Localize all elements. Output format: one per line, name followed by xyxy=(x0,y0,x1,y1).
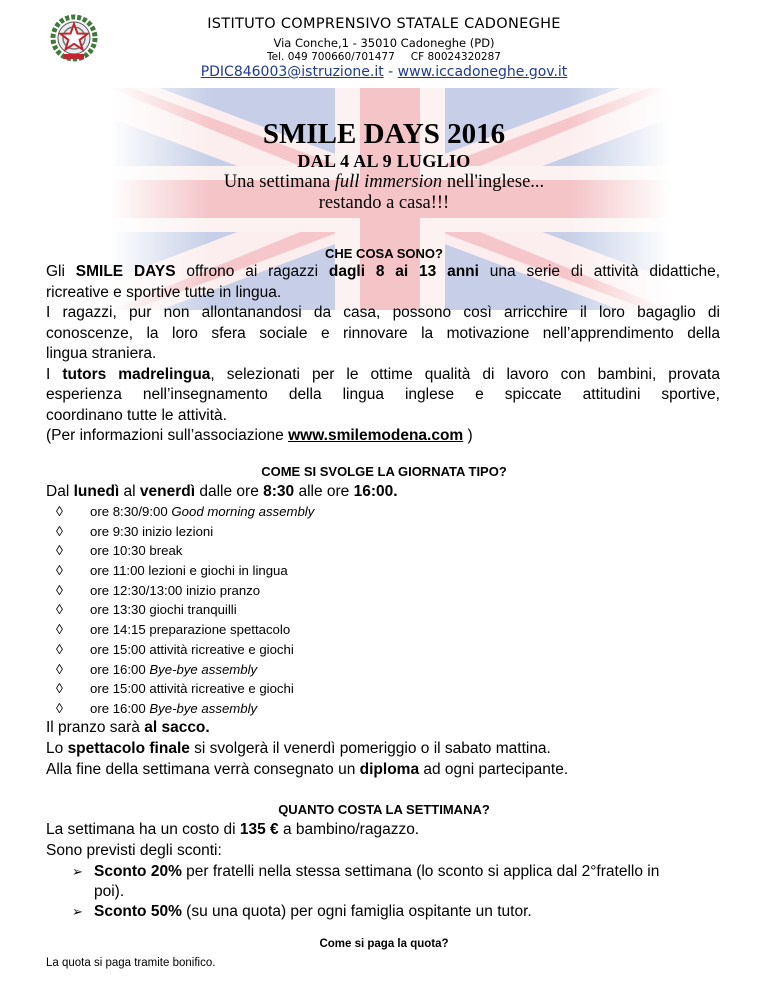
text: Lo xyxy=(46,740,68,757)
discount-item-1 xyxy=(72,863,659,881)
text: , selezionati per le ottime qualità di lavoro con bambini, provata xyxy=(210,365,720,383)
bold: spettacolo finale xyxy=(67,740,190,757)
tagline-part-1: Una settimana xyxy=(223,172,335,192)
payment-text: La quota si paga tramite bonifico. xyxy=(46,957,216,969)
arrow-bullet-icon: ➢ xyxy=(72,904,83,919)
list-item xyxy=(56,541,314,561)
bold: 16:00. xyxy=(353,483,398,500)
school-email-link[interactable]: PDIC846003@istruzione.it xyxy=(200,64,384,80)
school-name: ISTITUTO COMPRENSIVO STATALE CADONEGHE xyxy=(207,16,561,32)
activity: attività ricreative e giochi xyxy=(149,681,294,697)
school-contacts xyxy=(0,51,768,63)
text: (su una quota) per ogni famiglia ospitante un tutor. xyxy=(181,903,532,920)
text: ad ogni partecipante. xyxy=(419,761,569,778)
time: ore 8:30/9:00 xyxy=(90,504,172,519)
list-item xyxy=(56,699,314,719)
para-line xyxy=(46,262,720,283)
time: ore 9:30 xyxy=(90,523,143,539)
time: ore 15:00 xyxy=(90,681,150,697)
diamond-bullet-icon: ◊ xyxy=(56,522,63,539)
activity-italic: Bye-bye assembly xyxy=(149,700,258,716)
school-links xyxy=(0,64,768,80)
activity: preparazione spettacolo xyxy=(149,622,291,638)
event-tagline xyxy=(0,172,768,193)
time: ore 16:00 xyxy=(90,661,150,677)
event-title: SMILE DAYS 2016 xyxy=(262,118,506,150)
diamond-bullet-icon: ◊ xyxy=(56,699,63,716)
diamond-bullet-icon: ◊ xyxy=(56,542,63,559)
text: al xyxy=(119,483,140,500)
diamond-bullet-icon: ◊ xyxy=(56,581,63,598)
time: ore 16:00 xyxy=(90,700,150,716)
tagline-part-2: nell'inglese... xyxy=(442,172,545,192)
text: La settimana ha un costo di xyxy=(46,821,240,838)
list-item xyxy=(56,640,314,660)
tutors-bold: tutors madrelingua xyxy=(62,365,211,383)
text: dalle ore xyxy=(195,483,264,500)
text: offrono ai ragazzi xyxy=(175,263,329,280)
event-tagline-2: restando a casa!!! xyxy=(318,193,450,213)
list-item xyxy=(56,581,314,601)
activity: inizio lezioni xyxy=(142,523,214,539)
activity-italic: Good morning assembly xyxy=(171,504,315,519)
text: Dal xyxy=(46,483,74,500)
arrow-bullet-icon: ➢ xyxy=(72,864,83,879)
text: I xyxy=(46,365,63,383)
diamond-bullet-icon: ◊ xyxy=(56,680,63,697)
time: ore 14:15 xyxy=(90,622,150,638)
para-line xyxy=(46,426,720,447)
section-what-text xyxy=(46,262,720,447)
discount-item-1-cont: poi). xyxy=(94,883,125,900)
activity-italic: Bye-bye assembly xyxy=(149,661,258,677)
show-line xyxy=(46,740,551,758)
tagline-italic: full immersion xyxy=(334,172,443,192)
para-line: I ragazzi, pur non allontanandosi da casa, possono così arricchire il loro bagaglio di xyxy=(46,304,720,321)
bold: Sconto 20% xyxy=(94,863,182,880)
diamond-bullet-icon: ◊ xyxy=(56,640,63,657)
list-item xyxy=(56,561,314,581)
event-dates: DAL 4 AL 9 LUGLIO xyxy=(297,151,471,171)
time: ore 15:00 xyxy=(90,641,150,657)
diamond-bullet-icon: ◊ xyxy=(56,601,63,618)
list-item xyxy=(56,679,314,699)
text: Alla fine della settimana verrà consegnato un xyxy=(46,761,360,778)
diploma-line xyxy=(46,761,568,779)
text: per fratelli nella stessa settimana (lo sconto si applica dal 2°fratello in xyxy=(181,863,660,880)
time: ore 10:30 xyxy=(90,543,150,559)
diamond-bullet-icon: ◊ xyxy=(56,660,63,677)
activity: lezioni e giochi in lingua xyxy=(148,563,288,579)
text: Il pranzo sarà xyxy=(46,719,145,736)
school-address: Via Conche,1 - 35010 Cadoneghe (PD) xyxy=(273,36,495,50)
lunch-line xyxy=(46,719,210,737)
bold: Sconto 50% xyxy=(94,903,182,920)
school-phone: Tel. 049 700660/701477 xyxy=(267,51,395,63)
section-heading-what: CHE COSA SONO? xyxy=(325,246,443,261)
discount-item-2 xyxy=(72,903,532,921)
para-line: conoscenze, la loro sfera sociale e rinnovare la motivazione nell’apprendimento della xyxy=(46,324,720,342)
discounts-intro: Sono previsti degli sconti: xyxy=(46,842,222,859)
bold: diploma xyxy=(359,761,420,778)
time: ore 12:30/13:00 xyxy=(90,582,187,598)
para-line: lingua straniera. xyxy=(46,345,157,362)
diamond-bullet-icon: ◊ xyxy=(56,503,63,519)
activity: giochi tranquilli xyxy=(149,602,237,618)
diamond-bullet-icon: ◊ xyxy=(56,621,63,638)
schedule-intro xyxy=(46,483,398,501)
text: ) xyxy=(463,427,473,444)
text: alle ore xyxy=(294,483,354,500)
bold: venerdì xyxy=(139,483,196,500)
bold: 8:30 xyxy=(263,483,295,500)
list-item xyxy=(56,502,314,522)
text: si svolgerà il venerdì pomeriggio o il sabato mattina. xyxy=(189,740,551,757)
age-range-bold: dagli 8 ai 13 anni xyxy=(328,263,479,280)
para-line: coordinano tutte le attività. xyxy=(46,406,227,424)
bold: lunedì xyxy=(73,483,120,500)
price-bold: 135 € xyxy=(239,821,279,838)
section-heading-cost: QUANTO COSTA LA SETTIMANA? xyxy=(278,802,490,817)
link-separator: - xyxy=(388,64,394,80)
para-line: ricreative e sportive tutte in lingua. xyxy=(46,283,282,301)
text: una serie di attività didattiche, xyxy=(478,263,721,280)
list-item xyxy=(56,620,314,640)
list-item xyxy=(56,600,314,620)
list-item xyxy=(56,660,314,680)
activity: break xyxy=(149,543,183,559)
activity: attività ricreative e giochi xyxy=(149,641,294,657)
time: ore 11:00 xyxy=(90,563,149,579)
school-website-link[interactable]: www.iccadoneghe.gov.it xyxy=(397,64,568,80)
diamond-bullet-icon: ◊ xyxy=(56,562,63,579)
cost-line xyxy=(46,821,419,839)
schedule-list xyxy=(56,502,314,719)
activity: inizio pranzo xyxy=(186,582,261,598)
text: (Per informazioni sull’associazione xyxy=(46,427,289,444)
para-line: esperienza nell’insegnamento della lingua inglese e spiccate attitudini sportive, xyxy=(46,386,720,403)
section-heading-payment: Come si paga la quota? xyxy=(319,938,449,950)
time: ore 13:30 xyxy=(90,602,150,618)
list-item xyxy=(56,522,314,542)
school-cf: CF 80024320287 xyxy=(410,51,501,63)
text: Gli xyxy=(46,263,76,280)
bold: al sacco. xyxy=(144,719,210,736)
smilemodena-link[interactable]: www.smilemodena.com xyxy=(288,427,464,444)
text: a bambino/ragazzo. xyxy=(278,821,420,838)
para-line xyxy=(46,365,720,386)
smile-days-bold: SMILE DAYS xyxy=(75,263,176,280)
section-heading-day: COME SI SVOLGE LA GIORNATA TIPO? xyxy=(261,464,507,479)
